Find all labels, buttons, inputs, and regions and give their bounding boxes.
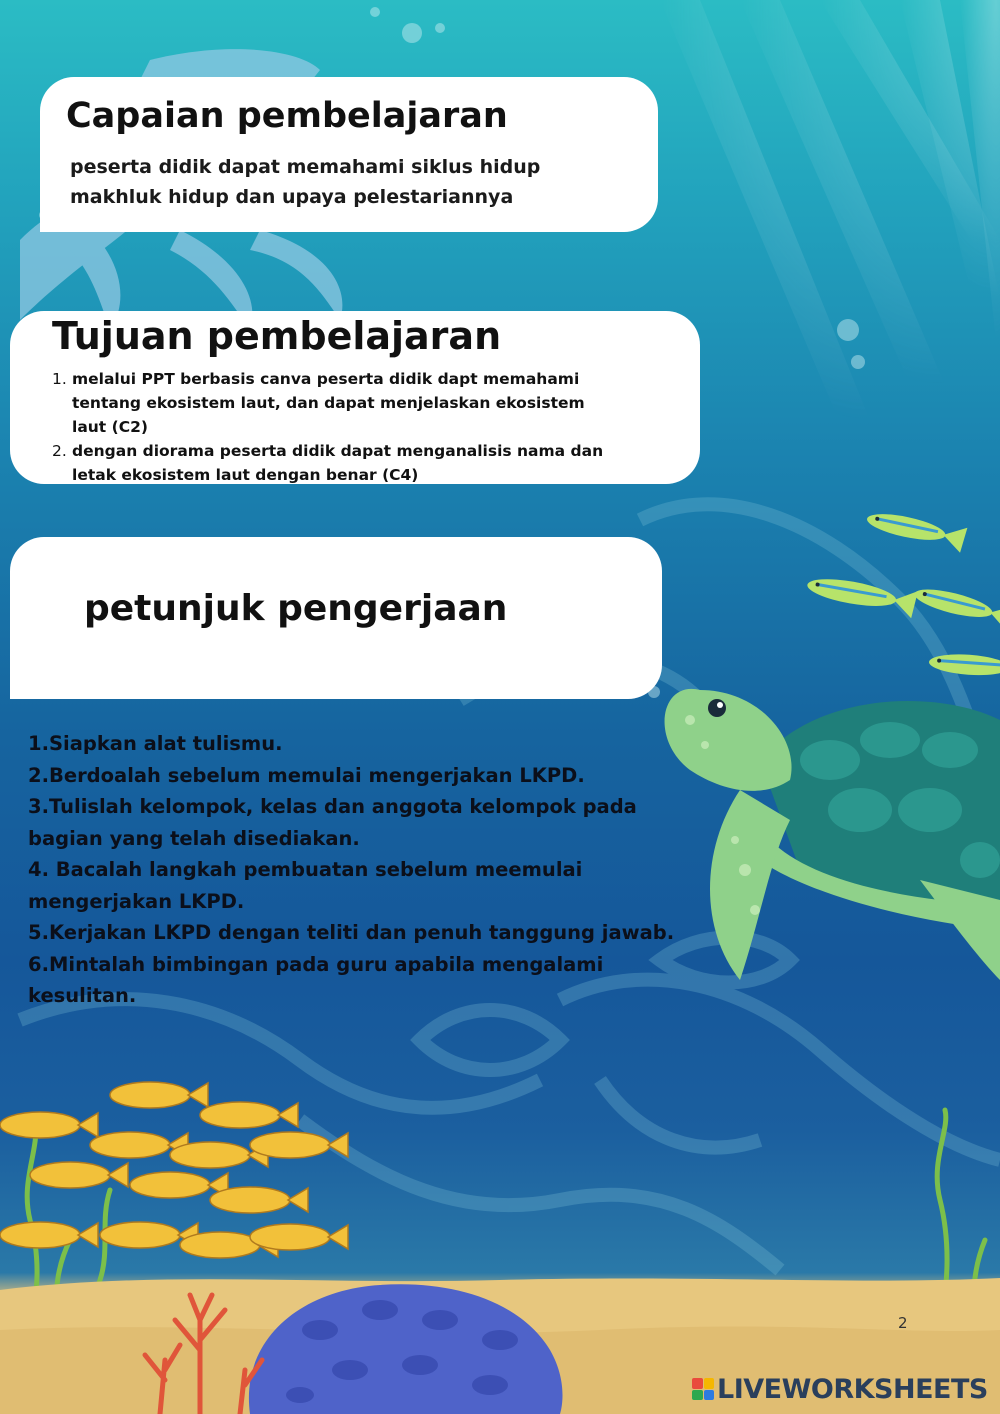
liveworksheets-grid-icon xyxy=(692,1378,714,1400)
tujuan-item-text: melalui PPT berbasis canva peserta didik dapt memahami tentang ekosistem laut, dan dapat menjelaskan ekosistem laut (C2) xyxy=(72,370,585,436)
sun-rays-icon xyxy=(660,0,1000,470)
step-item: 1.Siapkan alat tulismu. xyxy=(28,732,283,755)
capaian-title: Capaian pembelajaran xyxy=(66,96,508,136)
yellow-fish-school-icon xyxy=(0,1082,348,1258)
step-item: 3.Tulislah kelompok, kelas dan anggota kelompok pada bagian yang telah disediakan. xyxy=(28,795,637,850)
petunjuk-title: petunjuk pengerjaan xyxy=(84,588,508,629)
tujuan-item-text: dengan diorama peserta didik dapat menganalisis nama dan letak ekosistem laut dengan benar (C4) xyxy=(72,442,604,484)
petunjuk-steps xyxy=(28,728,708,1012)
page-number: 2 xyxy=(898,1314,908,1332)
tujuan-item xyxy=(48,439,608,487)
tujuan-item xyxy=(48,367,608,439)
step-item: 4. Bacalah langkah pembuatan sebelum meemulai mengerjakan LKPD. xyxy=(28,858,583,913)
striped-fish-school-icon xyxy=(805,507,1000,678)
brand-name: LIVEWORKSHEETS xyxy=(717,1373,988,1405)
tujuan-item-number: 1. xyxy=(52,370,67,388)
tujuan-title: Tujuan pembelajaran xyxy=(52,314,502,358)
step-item: 5.Kerjakan LKPD dengan teliti dan penuh tanggung jawab. xyxy=(28,921,675,944)
capaian-text: peserta didik dapat memahami siklus hidup makhluk hidup dan upaya pelestariannya xyxy=(70,156,541,208)
step-item: 2.Berdoalah sebelum memulai mengerjakan LKPD. xyxy=(28,763,585,787)
tujuan-list xyxy=(48,367,608,487)
step-item: 6.Mintalah bimbingan pada guru apabila mengalami kesulitan. xyxy=(28,952,604,1007)
tujuan-item-number: 2. xyxy=(52,442,67,460)
liveworksheets-logo[interactable] xyxy=(692,1373,988,1405)
